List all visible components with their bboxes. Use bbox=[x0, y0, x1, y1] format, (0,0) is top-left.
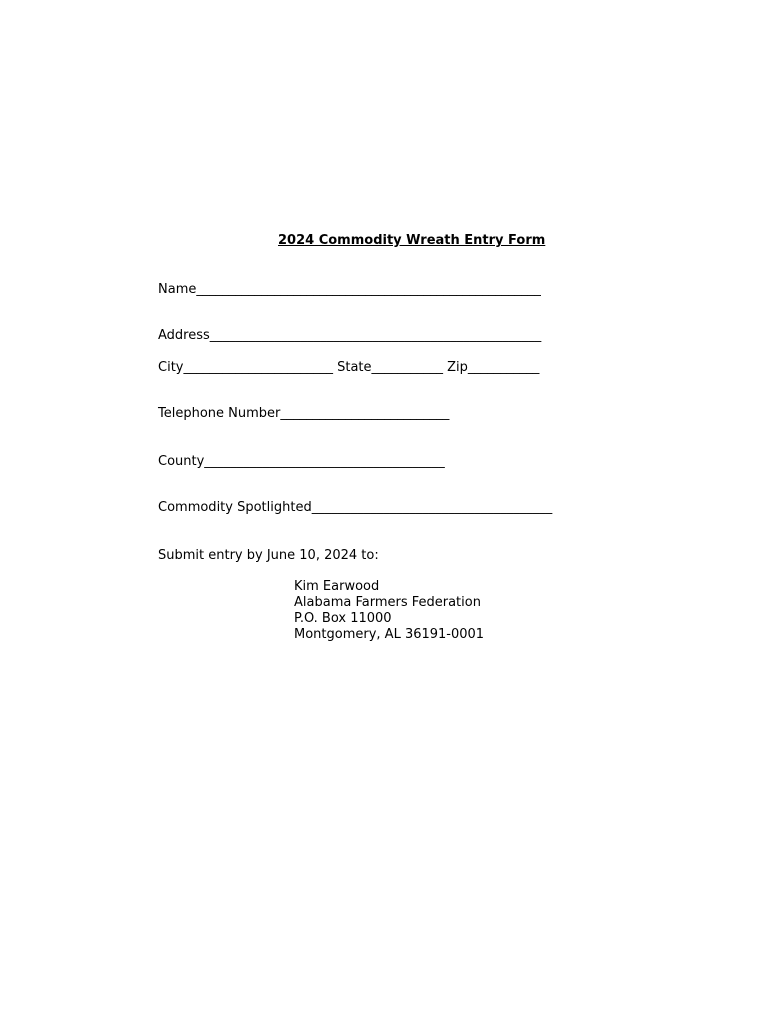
form-title: 2024 Commodity Wreath Entry Form bbox=[278, 233, 546, 248]
address-organization: Alabama Farmers Federation bbox=[294, 595, 481, 610]
telephone-field-line: Telephone Number__________________________ bbox=[158, 406, 450, 421]
city-state-zip-field-line: City_______________________ State___________ Zip___________ bbox=[158, 360, 540, 375]
county-field-line: County_____________________________________ bbox=[158, 454, 445, 469]
name-field-line: Name_____________________________________________________ bbox=[158, 282, 541, 297]
address-po-box: P.O. Box 11000 bbox=[294, 611, 392, 626]
commodity-field-line: Commodity Spotlighted_____________________________________ bbox=[158, 500, 553, 515]
mailing-address bbox=[294, 579, 484, 643]
address-recipient: Kim Earwood bbox=[294, 579, 380, 594]
submission-instruction: Submit entry by June 10, 2024 to: bbox=[158, 548, 379, 563]
address-city-state-zip: Montgomery, AL 36191-0001 bbox=[294, 627, 485, 642]
address-field-line: Address___________________________________________________ bbox=[158, 328, 542, 343]
